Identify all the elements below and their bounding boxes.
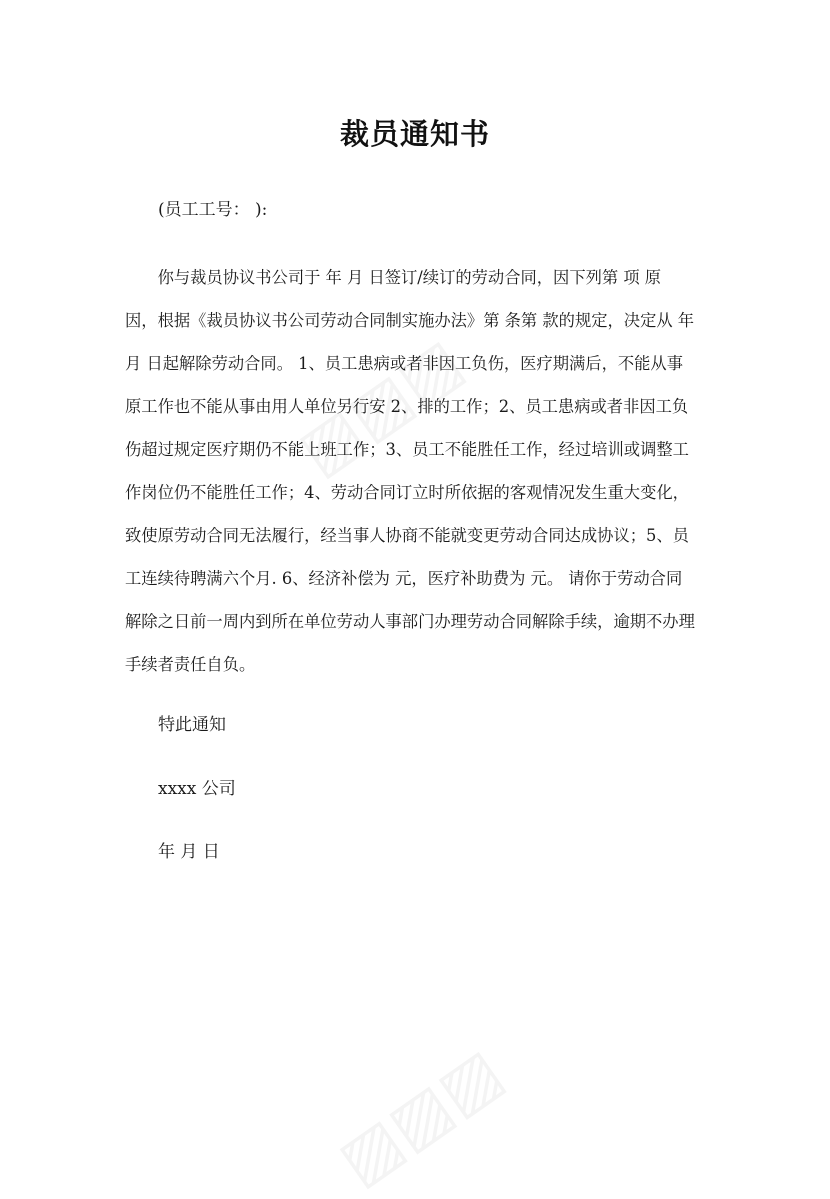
body-line: 手续者责任自负。 [125,655,256,674]
document-title: 裁员通知书 [339,117,490,151]
date-line: 年 月 日 [158,842,220,862]
body-line: 因，根据《裁员协议书公司劳动合同制实施办法》第 条第 款的规定，决定从 年 [125,311,695,330]
body-paragraph [125,256,708,686]
employee-id-line: (员工工号： ): [158,200,268,220]
body-line: 月 日起解除劳动合同。 1、员工患病或者非因工负伤，医疗期满后，不能从事 [125,354,683,373]
notice-text: 特此通知 [158,715,226,735]
body-line: 伤超过规定医疗期仍不能上班工作；3、员工不能胜任工作，经过培训或调整工 [125,440,689,459]
company-signature: xxxx 公司 [158,779,236,799]
body-line: 作岗位仍不能胜任工作；4、劳动合同订立时所依据的客观情况发生重大变化， [125,483,689,502]
body-line: 工连续待聘满六个月. 6、经济补偿为 元，医疗补助费为 元。 请你于劳动合同 [125,569,683,588]
body-line: 解除之日前一周内到所在单位劳动人事部门办理劳动合同解除手续，逾期不办理 [125,612,695,631]
body-line: 你与裁员协议书公司于 年 月 日签订/续订的劳动合同，因下列第 项 原 [125,268,662,287]
body-line: 原工作也不能从事由用人单位另行安 2、排的工作；2、员工患病或者非因工负 [125,397,689,416]
watermark-logo [325,1035,516,1199]
body-line: 致使原劳动合同无法履行，经当事人协商不能就变更劳动合同达成协议；5、员 [125,526,689,545]
